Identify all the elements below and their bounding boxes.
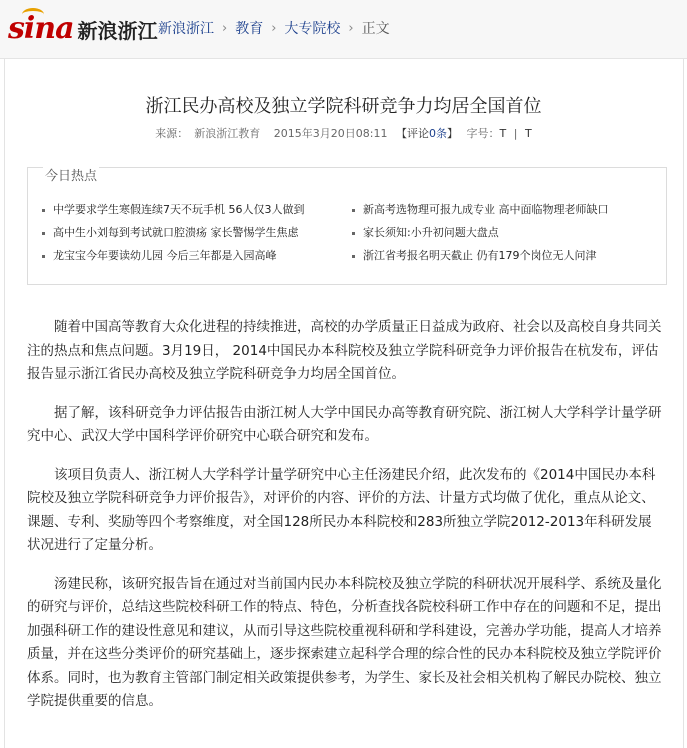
sina-eye-icon <box>22 8 44 21</box>
article-paragraph: 据了解，该科研竞争力评估报告由浙江树人大学中国民办高等教育研究院、浙江树人大学科学计量学研究中心、武汉大学中国科学评价研究中心联合研究和发布。 <box>27 404 662 444</box>
article-paragraph: 随着中国高等教育大众化进程的持续推进，高校的办学质量正日益成为政府、社会以及高校自身共同关注的热点和焦点问题。3月19日， 2014中国民办本科院校及独立学院科研竞争力评价报告在杭发布，评估报告显示浙江省民办高校及独立学院科研竞争力均居全国首位。 <box>27 319 662 382</box>
hot-topic-item[interactable]: 龙宝宝今年要读幼儿园 今后三年都是入园高峰 <box>42 248 352 264</box>
bullet-icon <box>352 209 355 212</box>
font-large-button[interactable]: T <box>524 127 532 140</box>
bullet-icon <box>42 255 45 258</box>
bullet-icon <box>352 232 355 235</box>
comment-count[interactable]: 【评论0条】 <box>396 127 458 140</box>
font-divider: | <box>513 127 518 140</box>
breadcrumb <box>158 18 390 38</box>
breadcrumb-separator-icon: › <box>222 20 228 36</box>
bullet-icon <box>42 209 45 212</box>
article-meta <box>0 125 687 141</box>
hot-topic-item[interactable]: 中学要求学生寒假连续7天不玩手机 56人仅3人做到 <box>42 202 352 218</box>
breadcrumb-link-education[interactable]: 教育 <box>235 21 264 37</box>
hot-topics-box <box>27 167 667 285</box>
hot-topic-item[interactable]: 浙江省考报名明天截止 仍有179个岗位无人问津 <box>352 248 662 264</box>
hot-topics-list <box>42 202 662 264</box>
bullet-icon <box>352 255 355 258</box>
logo-wordmark: sina <box>8 12 74 46</box>
breadcrumb-link-home[interactable]: 新浪浙江 <box>158 21 214 37</box>
hot-topic-item[interactable]: 高中生小刘每到考试就口腔溃疡 家长警惕学生焦虑 <box>42 225 352 241</box>
article-body <box>27 316 662 729</box>
breadcrumb-separator-icon: › <box>271 20 277 36</box>
hot-topic-item[interactable]: 新高考选物理可报九成专业 高中面临物理老师缺口 <box>352 202 662 218</box>
font-size-control: 字号：T | T <box>466 127 532 140</box>
font-small-button[interactable]: T <box>499 127 507 140</box>
source-link[interactable]: 新浪浙江教育 <box>194 127 261 140</box>
bullet-icon <box>42 232 45 235</box>
hot-topics-title: 今日热点 <box>43 166 99 188</box>
breadcrumb-link-college[interactable]: 大专院校 <box>284 21 341 37</box>
site-header <box>0 0 687 59</box>
breadcrumb-separator-icon: › <box>348 20 354 36</box>
article-title: 浙江民办高校及独立学院科研竞争力均居全国首位 <box>145 96 542 117</box>
sina-logo[interactable] <box>8 10 158 46</box>
source-label: 来源： 新浪浙江教育 <box>155 127 261 140</box>
article-paragraph: 该项目负责人、浙江树人大学科学计量学研究中心主任汤建民介绍，此次发布的《2014中国民办本科院校及独立学院科研竞争力评价报告》，对评价的内容、评价的方法、计量方式均做了优化，重点从论文、课题、专利、奖励等四个考察维度，对全国128所民办本科院校和283所独立学院2012-2013年科研发展状况进行了定量分析。 <box>27 466 656 553</box>
breadcrumb-current: 正文 <box>361 21 390 37</box>
publish-datetime: 2015年3月20日08:11 <box>273 127 388 140</box>
site-name: 新浪浙江 <box>77 19 158 43</box>
hot-topic-item[interactable]: 家长须知:小升初问题大盘点 <box>352 225 662 241</box>
article-paragraph: 汤建民称，该研究报告旨在通过对当前国内民办本科院校及独立学院的科研状况开展科学、系统及量化的研究与评价，总结这些院校科研工作的特点、特色，分析查找各院校科研工作中存在的问题和不足，提出加强科研工作的建设性意见和建议，从而引导这些院校重视科研和学科建设，完善办学功能，提高人才培养质量，并在这些分类评价的研究基础上，逐步探索建立起科学合理的综合性的民办本科院校及独立学院评价体系。同时，也为教育主管部门制定相关政策提供参考，为学生、家长及社会相关机构了解民办院校、独立学院提供重要的信息。 <box>27 575 662 709</box>
